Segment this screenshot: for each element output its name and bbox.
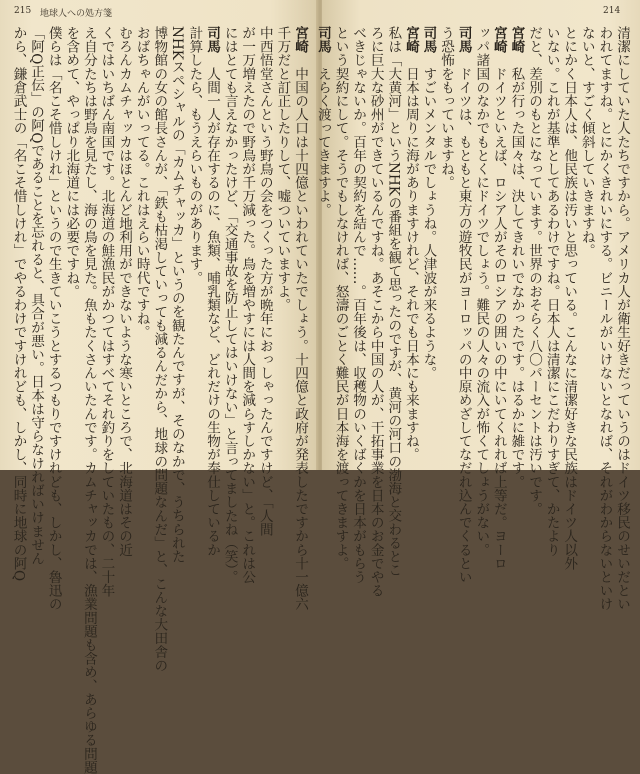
text-line bbox=[436, 26, 454, 456]
line-text: おばちゃんがいってる。これはえらい時代ですね。 bbox=[133, 26, 150, 339]
text-line bbox=[472, 26, 490, 557]
text-line bbox=[401, 26, 419, 462]
text-line bbox=[273, 26, 291, 456]
line-text: えらく渡ってきますよ。 bbox=[314, 66, 331, 217]
text-line bbox=[331, 26, 349, 570]
text-line bbox=[366, 26, 384, 598]
line-text: 博物館の女の館長さんが、「鉄も枯渇していっても減るんだから、地球の問題なんだ」と、こんな大田舎の bbox=[151, 26, 168, 672]
line-text: 私が行った国々は、決してきれいでなかったです。はるかに雑です。 bbox=[508, 66, 525, 489]
text-line bbox=[313, 26, 331, 456]
speaker-gap bbox=[403, 53, 419, 67]
text-line bbox=[290, 26, 308, 611]
text-line bbox=[489, 26, 507, 571]
text-line bbox=[185, 26, 203, 456]
left-page-number: 215 bbox=[14, 6, 32, 16]
line-text: え自分たちは野鳥を見たし、海の鳥を見た。魚もたくさんいたんです。カムチャッカでは、漁業問題も含め、あらゆる問題 bbox=[80, 26, 97, 774]
text-line bbox=[44, 26, 62, 611]
line-text: ないと、すごく傾斜していきますね。 bbox=[578, 26, 595, 258]
line-text: 千万だと訂正したりして、嘘ついていますよ。 bbox=[274, 26, 291, 312]
text-line bbox=[560, 26, 578, 570]
text-line bbox=[542, 26, 560, 557]
text-line bbox=[238, 26, 256, 584]
text-line bbox=[577, 26, 595, 456]
speaker-gap bbox=[508, 53, 524, 67]
line-text: 私は「大黄河」というNHKの番組を観て思ったのですが、黄河の河口の渤海と交わるとこ bbox=[385, 26, 402, 577]
line-text: ドイツといえば、ロシア人がそのロシアの囲いの中にいてくれれば上等だ。ヨーロ bbox=[490, 66, 507, 571]
text-line bbox=[79, 26, 97, 774]
line-text: NHKスペシャルの「カムチャッカ」というのを観たんですが、そのなかで、うちられた bbox=[168, 26, 185, 564]
text-line bbox=[454, 26, 472, 584]
speaker-label: 宮崎 bbox=[292, 26, 308, 54]
line-text: ろに巨大な砂州ができているんですね。あそこから中国の人が、干拓事業を日本のお金でやる bbox=[367, 26, 384, 598]
speaker-gap bbox=[204, 53, 220, 67]
line-text: 計算したら、もうえらいものがあります。 bbox=[186, 26, 203, 285]
text-line bbox=[202, 26, 221, 557]
text-line bbox=[97, 26, 115, 598]
speaker-gap bbox=[420, 53, 436, 67]
line-text: だと、差別のもとになっています。世界のおそらく八〇パーセントは汚いです。 bbox=[526, 26, 543, 516]
text-line bbox=[132, 26, 150, 456]
text-line bbox=[255, 26, 273, 536]
speaker-label: 司馬 bbox=[420, 26, 437, 54]
text-line bbox=[9, 26, 27, 582]
line-text: とにかく日本人は、他民族は汚いと思っている。こんなに清潔好きな民族はドイツ人以外 bbox=[561, 26, 578, 570]
text-line bbox=[419, 26, 437, 456]
line-text: ッパ諸国のなかでもとくにドイツでしょう。難民の人々の流入が怖くてしょうがない。 bbox=[473, 26, 490, 557]
line-text: 清潔にしていた人たちですから。アメリカ人が衛生好きだっていうのはドイツ移民のせいだとい bbox=[614, 26, 630, 611]
speaker-label: 司馬 bbox=[314, 26, 331, 54]
line-text: すごいメンタルでしょうね。人津波が来るような。 bbox=[420, 66, 437, 380]
text-line bbox=[524, 26, 543, 516]
speaker-label: 宮崎 bbox=[490, 26, 507, 54]
text-line bbox=[612, 26, 630, 611]
right-page-text bbox=[314, 26, 630, 611]
right-page-number: 214 bbox=[603, 6, 621, 16]
line-text: う恐怖をもっていますね。 bbox=[438, 26, 455, 190]
line-text: 僕らは「名こそ惜しけれ」というので生きていこうとするつもりですけれども、しかし、魯迅の bbox=[45, 26, 62, 611]
text-line bbox=[27, 26, 45, 566]
line-text: から、鎌倉武士の「名こそ惜しけれ」でやるわけですけれども、しかし、同時に地球の阿Q bbox=[10, 26, 27, 582]
line-text: を含めて、やっぱり北海道には必要ですね。 bbox=[63, 26, 80, 298]
line-text: が一万増えたので野鳥が千万減った。鳥を増やすには人間を減らすしかない」と。これは公 bbox=[239, 26, 256, 584]
speaker-gap bbox=[292, 53, 308, 67]
speaker-label: 宮崎 bbox=[508, 26, 525, 54]
speaker-gap bbox=[491, 53, 507, 67]
speaker-label: 司馬 bbox=[455, 26, 472, 54]
text-line bbox=[220, 26, 238, 584]
line-text: くではいちばん南国です。北海道の鮭漁民がかつてはすべてそれ釣りをしていたもの、二十年 bbox=[98, 26, 115, 598]
line-text: 中西悟堂さんという野鳥の会をつくった方が晩年におっしゃったんですけど、「人間 bbox=[256, 26, 273, 536]
line-text: 日本は周りに海がありますけれど、それでも日本にも来ますね。 bbox=[402, 66, 419, 462]
text-line bbox=[62, 26, 80, 456]
speaker-label: 宮崎 bbox=[402, 26, 419, 54]
line-text: 人間一人が存在するのに、魚類、哺乳類など、どれだけの生物が奉仕しているか bbox=[204, 66, 221, 557]
text-line bbox=[507, 26, 525, 489]
text-line bbox=[595, 26, 613, 611]
text-line bbox=[150, 26, 168, 672]
line-text: にはとても言えなかったけど、「交通事故を防止してはいけない」と言ってましたね（笑）。 bbox=[221, 26, 238, 584]
speaker-gap bbox=[315, 53, 331, 67]
line-text: いない。これが基準としてあるわけですね。日本人は清潔にこだわりすぎて、かたより bbox=[543, 26, 560, 557]
text-line bbox=[349, 26, 367, 584]
line-text: 中国の人口は十四億といわれていたでしょう。十四億と政府が発表したですから十一億六 bbox=[292, 66, 308, 611]
left-page-text bbox=[8, 26, 308, 774]
line-text: 「阿Q正伝」の阿Qであることを忘れると、具合が悪い。日本は守らなければいけません bbox=[28, 26, 45, 566]
text-line bbox=[384, 26, 402, 577]
speaker-label: 司馬 bbox=[204, 26, 221, 54]
text-line bbox=[167, 26, 185, 564]
line-text: ドイツは、もともと東方の遊牧民がヨーロッパの中原めざしてなだれ込んでくるとい bbox=[455, 66, 472, 584]
text-line bbox=[114, 26, 133, 557]
line-text: われてますね。とにかくきれいにする。ビニールがいけないとなれば、それがわからないといけ bbox=[596, 26, 613, 611]
line-text: べきじゃないか。百年の契約を結んで……。百年後は、収穫物のいくばくかを日本がもらう bbox=[350, 26, 367, 584]
line-text: むろんカムチャッカはほとんど地利用ができないような寒いところで、北海道はその近 bbox=[116, 26, 133, 557]
running-title: 地球人への処方箋 bbox=[40, 9, 113, 19]
speaker-gap bbox=[456, 53, 472, 67]
line-text: という契約にして。そうでもしなければ、怒濤のごとく難民が日本海を渡ってきますよ。 bbox=[332, 26, 349, 570]
